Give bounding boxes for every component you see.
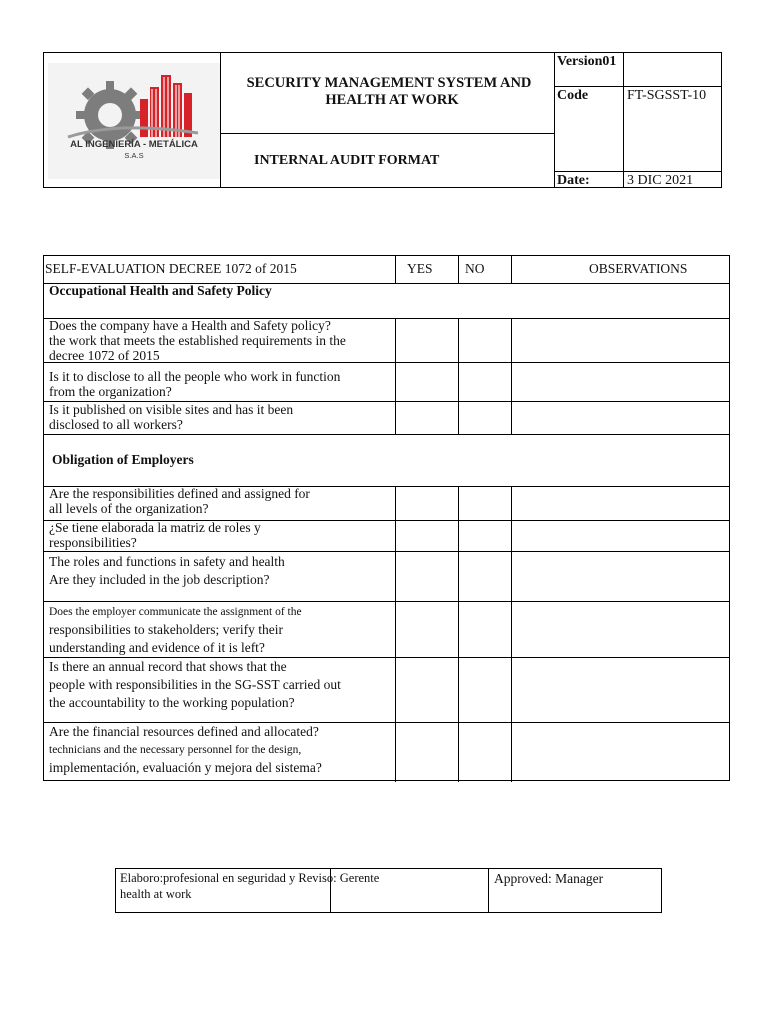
- question-line: Are the responsibilities defined and assigned for: [49, 486, 310, 501]
- date-label: Date:: [557, 173, 590, 188]
- question-cell: [49, 553, 285, 589]
- question-line: implementación, evaluación y mejora del sistema?: [49, 760, 322, 775]
- elaboro-line: health at work: [120, 887, 192, 901]
- question-line: Does the employer communicate the assignment of the: [49, 606, 302, 618]
- question-cell: [49, 520, 261, 550]
- section-title: Obligation of Employers: [52, 452, 194, 467]
- question-line: technicians and the necessary personnel for the design,: [49, 744, 302, 756]
- question-line: Does the company have a Health and Safety policy?: [49, 318, 331, 333]
- header-divider: [220, 133, 554, 134]
- question-cell: [49, 369, 340, 399]
- column-divider: [395, 318, 396, 434]
- question-line: Is there an annual record that shows that the: [49, 659, 287, 674]
- code-label: Code: [557, 88, 589, 103]
- document-header: [43, 52, 722, 188]
- column-divider: [511, 486, 512, 782]
- question-line: ¿Se tiene elaborada la matriz de roles y: [49, 520, 261, 535]
- row-divider: [44, 601, 729, 602]
- question-cell: [49, 402, 293, 432]
- approved-text: Approved: Manager: [494, 871, 604, 886]
- footer-divider: [488, 869, 489, 912]
- column-divider: [511, 318, 512, 434]
- question-line: understanding and evidence of it is left?: [49, 640, 265, 655]
- question-cell: [49, 723, 322, 777]
- date-value: 3 DIC 2021: [627, 173, 694, 188]
- column-divider: [458, 256, 459, 283]
- title-line-2: HEALTH AT WORK: [325, 92, 459, 108]
- signature-footer: [115, 868, 662, 913]
- column-divider: [458, 318, 459, 434]
- question-line: decree 1072 of 2015: [49, 348, 160, 363]
- question-line: responsibilities?: [49, 535, 137, 550]
- column-header-yes: YES: [407, 261, 433, 276]
- column-divider: [395, 256, 396, 283]
- column-header-no: NO: [465, 261, 485, 276]
- question-line: people with responsibilities in the SG-SST carried out: [49, 677, 341, 692]
- header-divider: [220, 53, 221, 187]
- question-line: Is it to disclose to all the people who work in function: [49, 369, 341, 384]
- column-divider: [395, 486, 396, 782]
- elaboro-text: [120, 870, 379, 902]
- question-line: Are they included in the job description?: [49, 572, 270, 587]
- audit-table: [43, 255, 730, 781]
- question-line: from the organization?: [49, 384, 172, 399]
- question-line: Is it published on visible sites and has it been: [49, 402, 294, 417]
- document-subtitle: INTERNAL AUDIT FORMAT: [254, 153, 440, 168]
- question-line: all levels of the organization?: [49, 501, 209, 516]
- section-title: Occupational Health and Safety Policy: [49, 283, 272, 298]
- version-label: Version01: [557, 54, 617, 69]
- column-divider: [511, 256, 512, 283]
- question-line: disclosed to all workers?: [49, 417, 183, 432]
- column-header-observations: OBSERVATIONS: [589, 261, 688, 276]
- title-line-1: SECURITY MANAGEMENT SYSTEM AND: [246, 75, 532, 91]
- document-title: [224, 75, 554, 109]
- question-cell: [49, 603, 302, 657]
- question-line: Are the financial resources defined and allocated?: [49, 724, 319, 739]
- company-logo: [48, 63, 220, 179]
- question-cell: [49, 658, 341, 712]
- logo-text: AL INGENIERÍA - METÁLICA: [70, 139, 198, 150]
- code-value: FT-SGSST-10: [627, 88, 707, 103]
- row-divider: [44, 551, 729, 552]
- gear-building-logo-icon: [48, 63, 220, 179]
- logo-subtext: S.A.S: [124, 151, 144, 160]
- header-divider: [554, 53, 555, 187]
- question-line: The roles and functions in safety and health: [49, 554, 285, 569]
- row-divider: [44, 434, 729, 435]
- question-line: the accountability to the working population?: [49, 695, 295, 710]
- header-divider: [623, 53, 624, 187]
- question-line: responsibilities to stakeholders; verify their: [49, 622, 283, 637]
- elaboro-line: Elaboro:profesional en seguridad y Reviso: Gerente: [120, 871, 380, 885]
- header-divider: [554, 171, 722, 172]
- question-line: the work that meets the established requirements in the: [49, 333, 346, 348]
- header-divider: [554, 86, 722, 87]
- column-divider: [458, 486, 459, 782]
- question-cell: [49, 486, 310, 516]
- column-header-self-evaluation: SELF-EVALUATION DECREE 1072 of 2015: [45, 261, 297, 276]
- question-cell: [49, 318, 346, 363]
